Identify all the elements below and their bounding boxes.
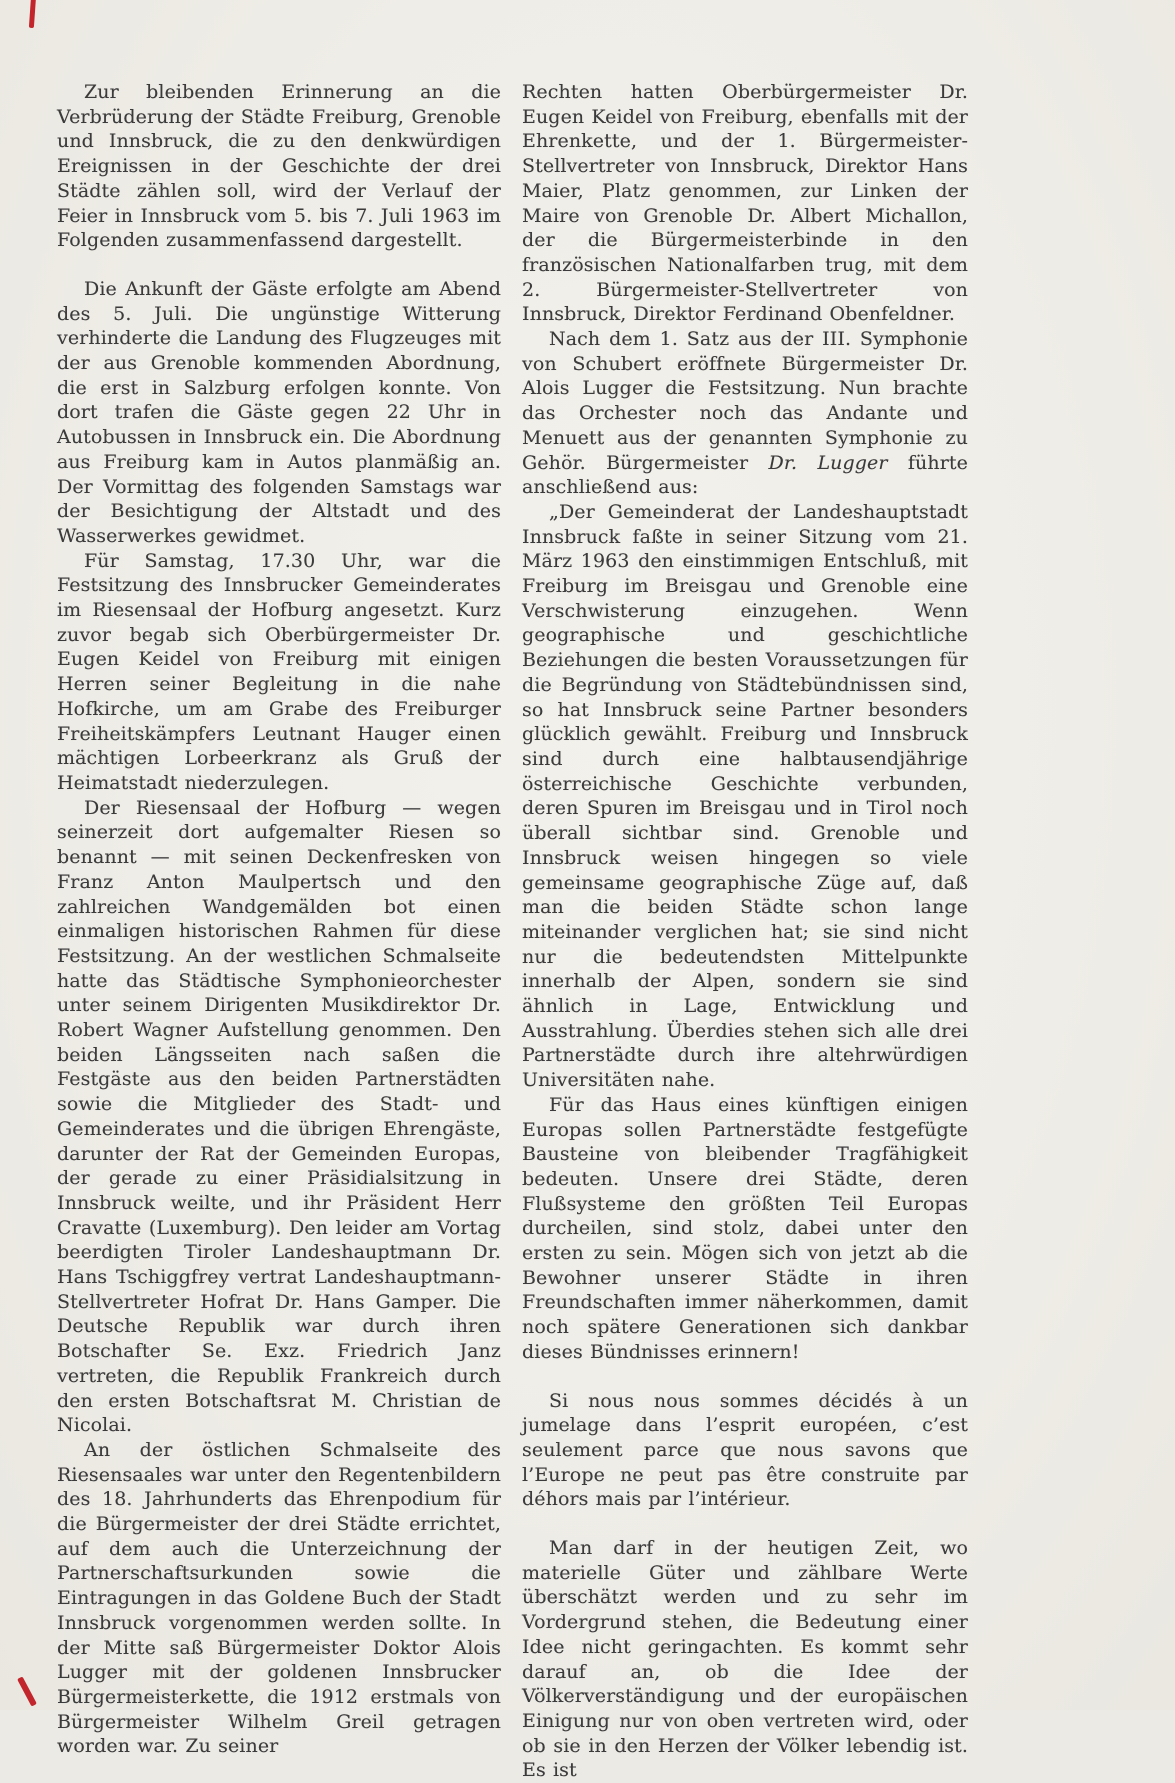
paragraph-french: Si nous nous sommes décidés à un jumelage dans l’esprit européen, c’est seulement parce que nous savons que l’Europe ne peut pas être construite par déhors mais par l’intérieur.: [522, 1389, 968, 1511]
paragraph-ehrenpodium: An der östlichen Schmalseite des Riesensaales war unter den Regentenbildern des 18. Jahrhunderts das Ehrenpodium für die Bürgermeister der drei Städte errichtet, auf dem auch die Unterzeichnung der Partnerschaftsurkunden sowie die Eintragungen in das Goldene Buch der Stadt Innsbruck vorgenommen werden sollte. In der Mitte saß Bürgermeister Doktor Alois Lugger mit der goldenen Innsbrucker Bürgermeisterkette, die 1912 erstmals von Bürgermeister Wilhelm Greil getragen worden war. Zu seiner: [57, 1438, 501, 1758]
paragraph-arrival: Die Ankunft der Gäste erfolgte am Abend des 5. Juli. Die ungünstige Witterung verhinderte die Landung des Flugzeuges mit der aus Grenoble kommenden Abordnung, die erst in Salzburg erfolgen konnte. Von dort trafen die Gäste gegen 22 Uhr in Autobussen in Innsbruck ein. Die Abordnung aus Freiburg kam in Autos planmäßig an. Der Vormittag des folgenden Samstags war der Besichtigung der Altstadt und des Wasserwerkes gewidmet.: [57, 277, 501, 547]
paragraph-gemeinderat-rede: „Der Gemeinderat der Landeshauptstadt Innsbruck faßte in seiner Sitzung vom 21. März 1963 den einstimmigen Entschluß, mit Freiburg im Breisgau und Grenoble eine Verschwisterung einzugehen. Wenn geographische und geschichtliche Beziehungen die besten Voraussetzungen für die Begründung von Städtebündnissen sind, so hat Innsbruck seine Partner besonders glücklich gewählt. Freiburg und Innsbruck sind durch eine halbtausendjährige österreichische Geschichte verbunden, deren Spuren im Breisgau und in Tirol noch überall sichtbar sind. Grenoble und Innsbruck weisen hingegen so viele gemeinsame geographische Züge auf, daß man die beiden Städte schon lange miteinander verglichen hat; sie sind nicht nur die bedeutendsten Mittelpunkte innerhalb der Alpen, sondern sie sind ähnlich in Lage, Entwicklung und Ausstrahlung. Überdies stehen sich alle drei Partnerstädte durch ihre altehrwürdigen Universitäten nahe.: [522, 500, 968, 1092]
paragraph-text: führte anschließend aus:: [522, 451, 968, 499]
registration-mark-bottom-icon: [17, 1676, 37, 1706]
paragraph-festsitzung: Für Samstag, 17.30 Uhr, war die Festsitzung des Innsbrucker Gemeinderates im Riesensaal der Hofburg angesetzt. Kurz zuvor begab sich Oberbürgermeister Dr. Eugen Keidel von Freiburg mit einigen Herren seiner Begleitung in die nahe Hofkirche, um am Grabe des Freiburger Freiheitskämpfers Leutnant Hauger einen mächtigen Lorbeerkranz als Gruß der Heimatstadt niederzulegen.: [57, 549, 501, 794]
paragraph-idee: Man darf in der heutigen Zeit, wo materielle Güter und zählbare Werte überschätzt werden und zu sehr im Vordergrund stehen, die Bedeutung einer Idee nicht geringachten. Es kommt sehr darauf an, ob die Idee der Völkerverständigung und der europäischen Einigung nur von oben vertreten wird, oder ob sie in den Herzen der Völker lebendig ist. Es ist: [522, 1537, 968, 1782]
paragraph-riesensaal: Der Riesensaal der Hofburg — wegen seinerzeit dort aufgemalter Riesen so benannt — mit seinen Deckenfresken von Franz Anton Maulpertsch und den zahlreichen Wandgemälden bot einen einmaligen historischen Rahmen für diese Festsitzung. An der westlichen Schmalseite hatte das Städtische Symphonieorchester unter seinem Dirigenten Musikdirektor Dr. Robert Wagner Aufstellung genommen. Den beiden Längsseiten nach saßen die Festgäste aus den beiden Partnerstädten sowie die Mitglieder des Stadt- und Gemeinderates und die übrigen Ehrengäste, darunter der Rat der Gemeinden Europas, der gerade zu einer Präsidialsitzung in Innsbruck weilte, und ihr Präsident Herr Cravatte (Luxemburg). Den leider am Vortag beerdigten Tiroler Landeshauptmann Dr. Hans Tschiggfrey vertrat Landeshauptmann-Stellvertreter Hofrat Dr. Hans Gamper. Die Deutsche Republik war durch ihren Botschafter Se. Exz. Friedrich Janz vertreten, die Republik Frankreich durch den ersten Botschaftsrat M. Christian de Nicolai.: [57, 796, 501, 1437]
article-body: [57, 80, 968, 1783]
registration-mark-top-icon: [29, 0, 36, 28]
right-column: [522, 80, 968, 1783]
paragraph-symphonie: [522, 327, 968, 500]
paragraph-continuation: Rechten hatten Oberbürgermeister Dr. Eugen Keidel von Freiburg, ebenfalls mit der Ehrenkette, und der 1. Bürgermeister-Stellvertreter von Innsbruck, Direktor Hans Maier, Platz genommen, zur Linken der Maire von Grenoble Dr. Albert Michallon, der die Bürgermeisterbinde in den französischen Nationalfarben trug, mit dem 2. Bürgermeister-Stellvertreter von Innsbruck, Direktor Ferdinand Obenfeldner.: [522, 81, 968, 326]
italic-name: Dr. Lugger: [768, 451, 888, 474]
paragraph-intro: Zur bleibenden Erinnerung an die Verbrüderung der Städte Freiburg, Grenoble und Innsbruck, die zu den denkwürdigen Ereignissen in der Geschichte der drei Städte zählen soll, wird der Verlauf der Feier in Innsbruck vom 5. bis 7. Juli 1963 im Folgenden zusammenfassend dargestellt.: [57, 81, 501, 252]
paragraph-europa: Für das Haus eines künftigen einigen Europas sollen Partnerstädte festgefügte Bausteine von bleibender Tragfähigkeit bedeuten. Unsere drei Städte, deren Flußsysteme den größten Teil Europas durcheilen, sind stolz, dabei unter den ersten zu sein. Mögen sich von jetzt ab die Bewohner unserer Städte in ihren Freundschaften immer näherkommen, damit noch spätere Generationen sich dankbar dieses Bündnisses erinnern!: [522, 1093, 968, 1363]
left-column: [57, 80, 501, 1783]
paragraph-text: Nach dem 1. Satz aus der III. Symphonie von Schubert eröffnete Bürgermeister Dr. Alois Lugger die Festsitzung. Nun brachte das Orchester noch das Andante und Menuett aus der genannten Symphonie zu Gehör. Bürgermeister: [522, 328, 968, 474]
